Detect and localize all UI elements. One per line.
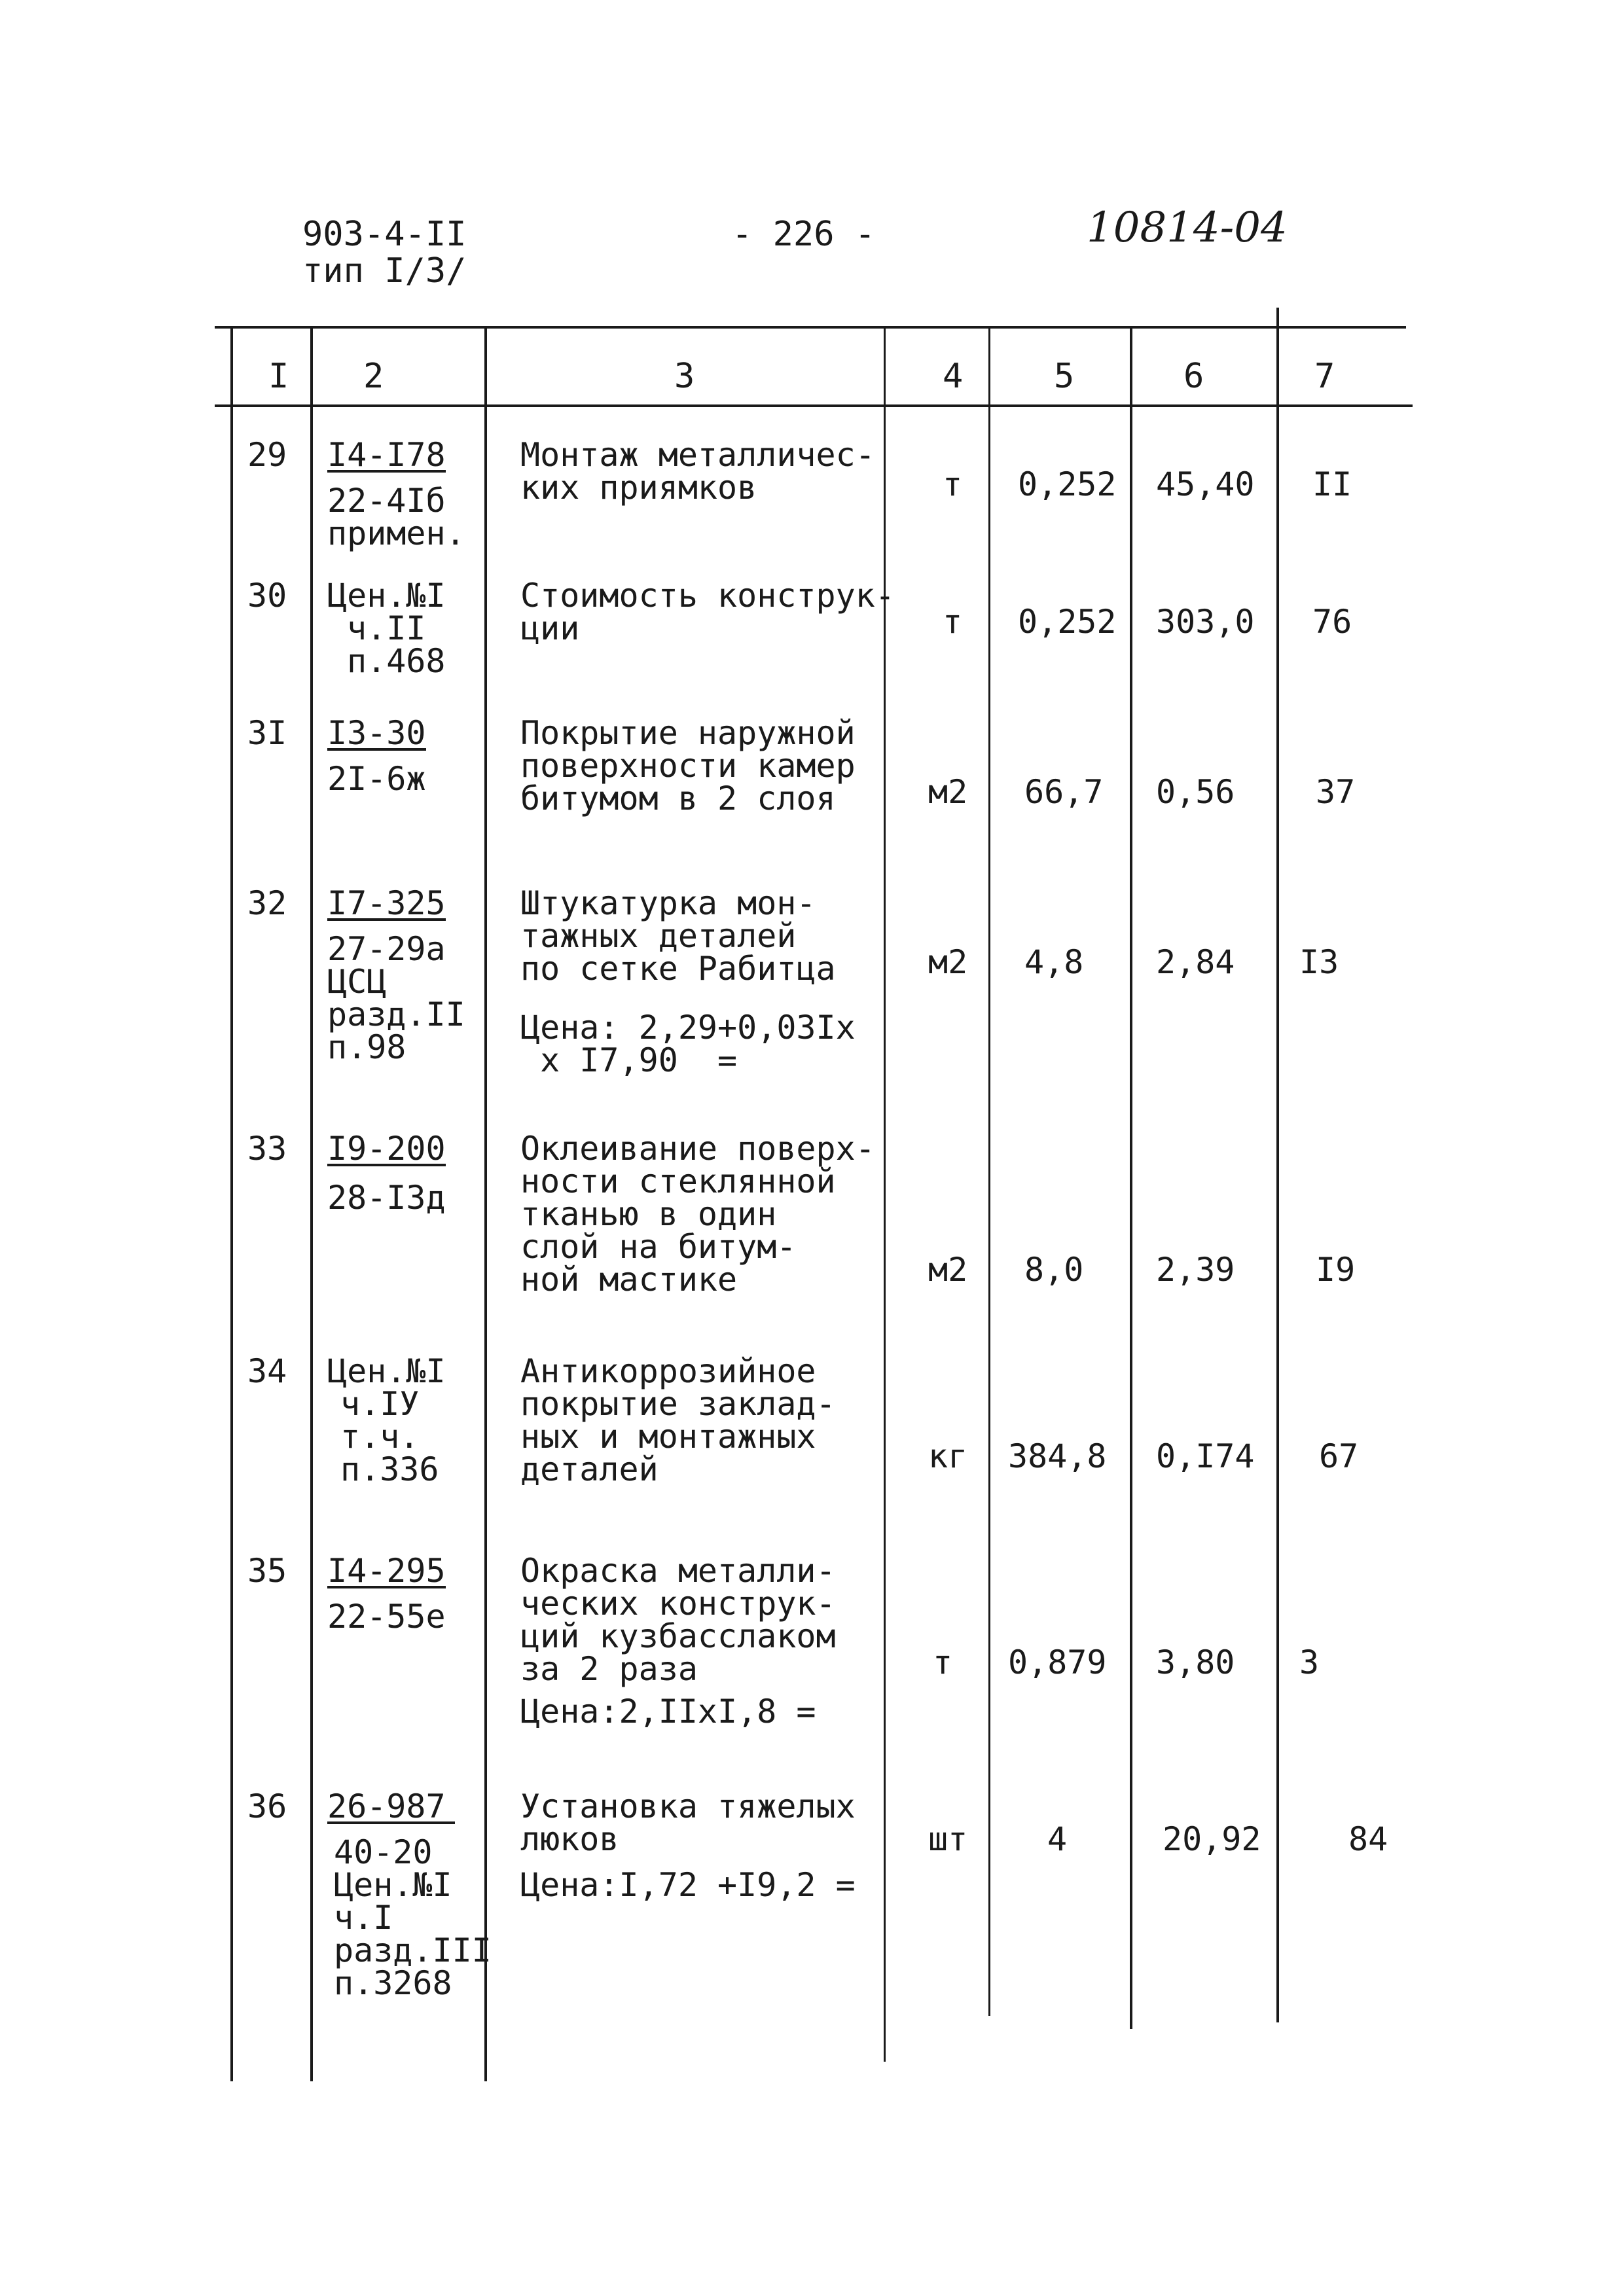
unit: т <box>943 465 963 503</box>
work-description: Антикоррозийное покрытие заклад- ных и монтажных деталей <box>520 1352 836 1488</box>
document-code: 903-4-II <box>302 215 467 254</box>
norm-reference-extra: 2I-6ж <box>327 760 426 798</box>
norm-reference: Цен.№I <box>327 577 446 615</box>
total-cost: I3 <box>1299 943 1339 981</box>
norm-reference: I4-I78 <box>327 436 446 474</box>
work-description: Монтаж металличес- ких приямков <box>520 436 875 507</box>
norm-reference-extra: 22-4Iб примен. <box>327 482 465 552</box>
unit: м2 <box>928 773 968 811</box>
quantity: 66,7 <box>1024 773 1104 811</box>
unit-price: 20,92 <box>1163 1820 1261 1858</box>
total-cost: I9 <box>1316 1251 1356 1289</box>
unit: м2 <box>928 1251 968 1289</box>
row-number: 32 <box>247 884 287 922</box>
unit: т <box>943 603 963 641</box>
column-number: 7 <box>1314 357 1335 396</box>
work-description: Установка тяжелых люков <box>520 1787 856 1858</box>
total-cost: 76 <box>1312 603 1352 641</box>
unit-price: 3,80 <box>1156 1643 1235 1681</box>
quantity: 0,252 <box>1018 603 1117 641</box>
price-formula: Цена:I,72 +I9,2 = <box>520 1866 856 1904</box>
column-number: 3 <box>674 357 695 396</box>
price-formula: Цена: 2,29+0,03Iх х I7,90 = <box>520 1009 856 1079</box>
row-number: 3I <box>247 714 287 752</box>
total-cost: 37 <box>1316 773 1356 811</box>
work-description: Покрытие наружной поверхности камер битумом в 2 слоя <box>520 714 856 817</box>
unit: м2 <box>928 943 968 981</box>
norm-reference-extra: ч.II п.468 <box>347 609 446 680</box>
work-description: Стоимость конструк- ции <box>520 577 895 647</box>
column-divider <box>230 327 233 2081</box>
document-type: тип I/3/ <box>302 251 467 291</box>
norm-reference: Цен.№I <box>327 1352 446 1390</box>
total-cost: 3 <box>1299 1643 1320 1681</box>
norm-reference-extra: 40-20 Цен.№I ч.I разд.III п.3268 <box>334 1833 492 2002</box>
norm-reference: I9-200 <box>327 1130 446 1168</box>
row-number: 33 <box>247 1130 287 1168</box>
row-number: 34 <box>247 1352 287 1390</box>
column-divider <box>988 327 990 2016</box>
column-divider <box>484 327 487 2081</box>
column-number: I <box>268 357 289 396</box>
quantity: 0,252 <box>1018 465 1117 503</box>
unit-price: 45,40 <box>1156 465 1255 503</box>
top-rule <box>215 326 1406 329</box>
work-description: Штукатурка мон- тажных деталей по сетке Рабитца <box>520 884 836 988</box>
work-description: Окраска металли- ческих конструк- ций кузбасслаком за 2 раза <box>520 1552 836 1688</box>
inventory-number: 10814-04 <box>1087 204 1288 252</box>
row-number: 35 <box>247 1552 287 1590</box>
column-divider <box>1276 308 1279 2022</box>
norm-reference: I4-295 <box>327 1552 446 1590</box>
work-description: Оклеивание поверх- ности стеклянной тканью в один слой на битум- ной мастике <box>520 1130 875 1299</box>
unit-price: 2,84 <box>1156 943 1235 981</box>
unit: т <box>933 1643 953 1681</box>
unit: шт <box>928 1820 968 1858</box>
total-cost: 67 <box>1319 1437 1359 1475</box>
quantity: 384,8 <box>1008 1437 1107 1475</box>
row-number: 36 <box>247 1787 287 1825</box>
norm-reference-extra: 22-55е <box>327 1598 446 1636</box>
norm-reference-extra: 28-I3д <box>327 1179 446 1217</box>
column-number: 4 <box>943 357 964 396</box>
column-number: 6 <box>1183 357 1204 396</box>
unit-price: 303,0 <box>1156 603 1255 641</box>
row-number: 29 <box>247 436 287 474</box>
total-cost: 84 <box>1348 1820 1388 1858</box>
unit-price: 0,I74 <box>1156 1437 1255 1475</box>
norm-reference: 26-987 <box>327 1790 455 1824</box>
norm-reference: I7-325 <box>327 884 446 922</box>
total-cost: II <box>1312 465 1352 503</box>
price-formula: Цена:2,IIхI,8 = <box>520 1693 816 1731</box>
quantity: 0,879 <box>1008 1643 1107 1681</box>
header-rule <box>215 404 1413 407</box>
norm-reference: I3-30 <box>327 714 426 752</box>
column-divider <box>310 327 313 2081</box>
column-divider <box>1130 327 1132 2029</box>
quantity: 8,0 <box>1024 1251 1084 1289</box>
unit: кг <box>928 1437 968 1475</box>
quantity: 4 <box>1047 1820 1068 1858</box>
quantity: 4,8 <box>1024 943 1084 981</box>
unit-price: 2,39 <box>1156 1251 1235 1289</box>
unit-price: 0,56 <box>1156 773 1235 811</box>
norm-reference-extra: 27-29а ЦСЦ разд.II п.98 <box>327 930 465 1066</box>
row-number: 30 <box>247 577 287 615</box>
page-number: - 226 - <box>732 215 876 254</box>
norm-reference-extra: ч.IУ т.ч. п.336 <box>340 1385 439 1488</box>
column-number: 2 <box>363 357 384 396</box>
column-number: 5 <box>1054 357 1075 396</box>
